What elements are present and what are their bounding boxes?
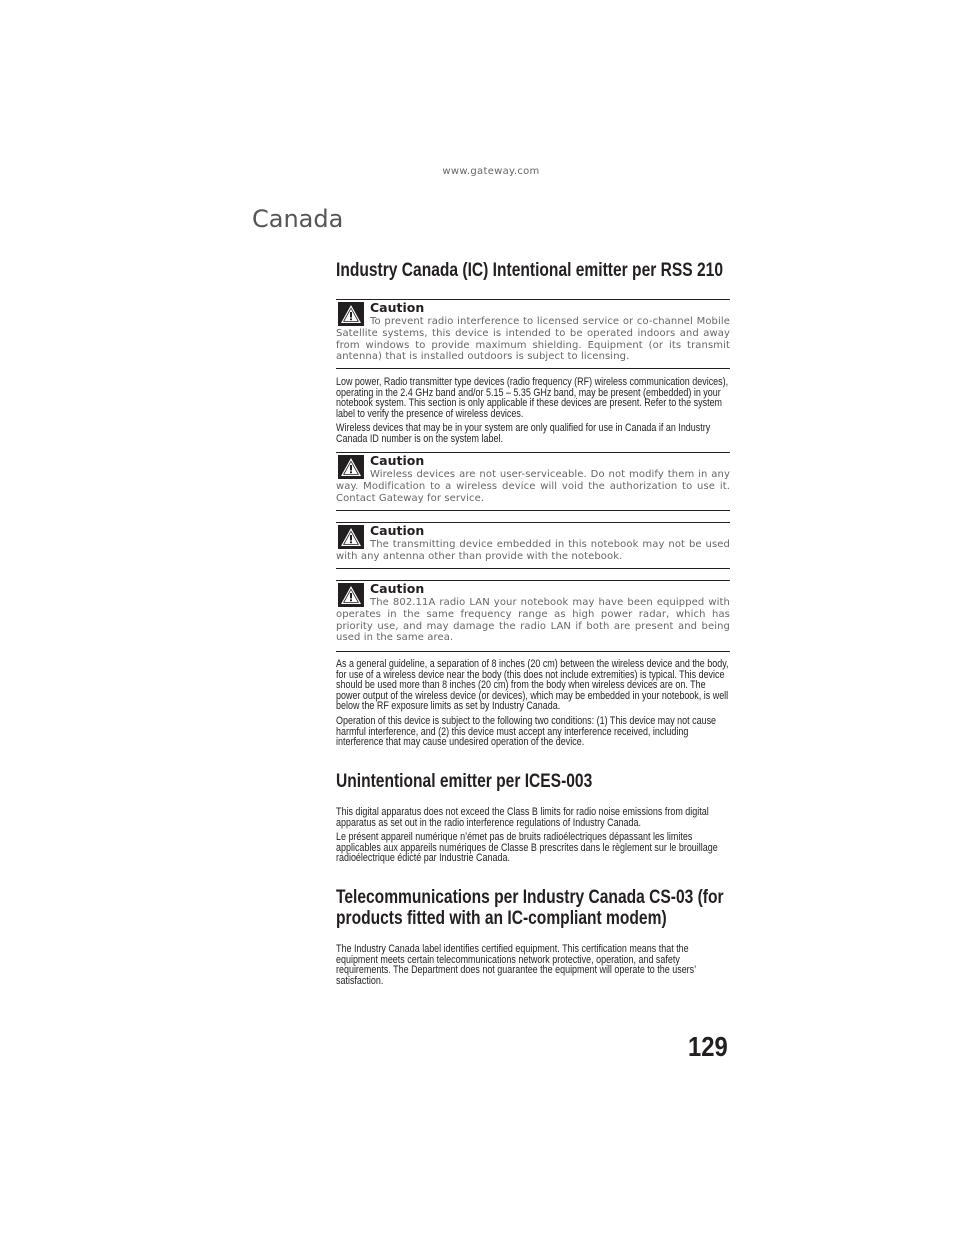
heading-telecom-cs03-line2: products fitted with an IC-compliant modem) (336, 908, 667, 929)
paragraph-conditions-text: Operation of this device is subject to the following two conditions: (1) This device may not cause harmful interference, and (2) this device must accept any interference received, including interference that may cause undesired operation of the device. (336, 715, 717, 749)
caution-title: Caution (370, 300, 425, 315)
caution-text: Wireless devices are not user-serviceable. Do not modify them in any way. Modification to a wireless device will void the authorization to use it. Contact Gateway for service. (336, 469, 730, 504)
heading-ic-intentional-emitter: Industry Canada (IC) Intentional emitter per RSS 210 (336, 260, 723, 281)
paragraph-wireless-ic-text: Wireless devices that may be in your system are only qualified for use in Canada if an Industry Canada ID number is on the system label. (336, 422, 711, 445)
caution-title: Caution (370, 453, 425, 468)
paragraph-telecom (336, 944, 730, 986)
paragraph-ices-english-text: This digital apparatus does not exceed the Class B limits for radio noise emissions from digital apparatus as set out in the radio interference regulations of Industry Canada. (336, 806, 709, 829)
paragraph-low-power (336, 377, 730, 419)
paragraph-conditions (336, 716, 730, 748)
caution-box-2 (336, 452, 730, 511)
header-url: www.gateway.com (442, 166, 540, 177)
caution-box-1 (336, 299, 730, 369)
caution-text: The 802.11A radio LAN your notebook may have been equipped with operates in the same frequency range as high power radar, which has priority use, and may damage the radio LAN if both are present and being used in the same area. (336, 597, 730, 644)
paragraph-guideline (336, 659, 730, 712)
paragraph-low-power-text: Low power, Radio transmitter type devices (radio frequency (RF) wireless communication devices), operating in the 2.4 GHz band and/or 5.15 – 5.35 GHz band, may be present (embedded) in your notebook system. This section is only applicable if these devices are present. Refer to the system label to verify the presence of wireless devices. (336, 376, 729, 420)
page-number: 129 (688, 1031, 728, 1062)
paragraph-wireless-ic (336, 423, 730, 444)
paragraph-ices-french-text: Le présent appareil numérique n’émet pas de bruits radioélectriques dépassant les limites applicables aux appareils numériques de Classe B prescrites dans le règlement sur le brouillage radioélectrique édicté par Industrie Canada. (336, 831, 718, 865)
paragraph-ices-english (336, 807, 730, 828)
heading-telecom-cs03-line1: Telecommunications per Industry Canada CS-03 (for (336, 887, 724, 908)
caution-text: To prevent radio interference to licensed service or co-channel Mobile Satellite systems, this device is intended to be operated indoors and away from windows to provide maximum shielding. Equipment (or its transmit antenna) that is installed outdoors is subject to licensing. (336, 316, 730, 363)
caution-box-3 (336, 522, 730, 569)
caution-title: Caution (370, 523, 425, 538)
caution-text: The transmitting device embedded in this notebook may not be used with any antenna other than provide with the notebook. (336, 539, 730, 562)
paragraph-telecom-text: The Industry Canada label identifies certified equipment. This certification means that the equipment meets certain telecommunications network protective, operation, and safety requirements. The Department does not guarantee the equipment will operate to the users’ satisfaction. (336, 943, 696, 987)
paragraph-ices-french (336, 832, 730, 864)
caution-title: Caution (370, 581, 425, 596)
paragraph-guideline-text: As a general guideline, a separation of 8 inches (20 cm) between the wireless device and the body, for use of a wireless device near the body (this does not include extremities) is typical. This device should be used more than 8 inches (20 cm) from the body when wireless devices are on. The power output of the wireless device (or devices), which may be embedded in your notebook, is well below the RF exposure limits as set by Industry Canada. (336, 658, 729, 713)
caution-box-4 (336, 580, 730, 652)
heading-ices-003: Unintentional emitter per ICES-003 (336, 771, 593, 792)
section-title: Canada (252, 205, 344, 233)
